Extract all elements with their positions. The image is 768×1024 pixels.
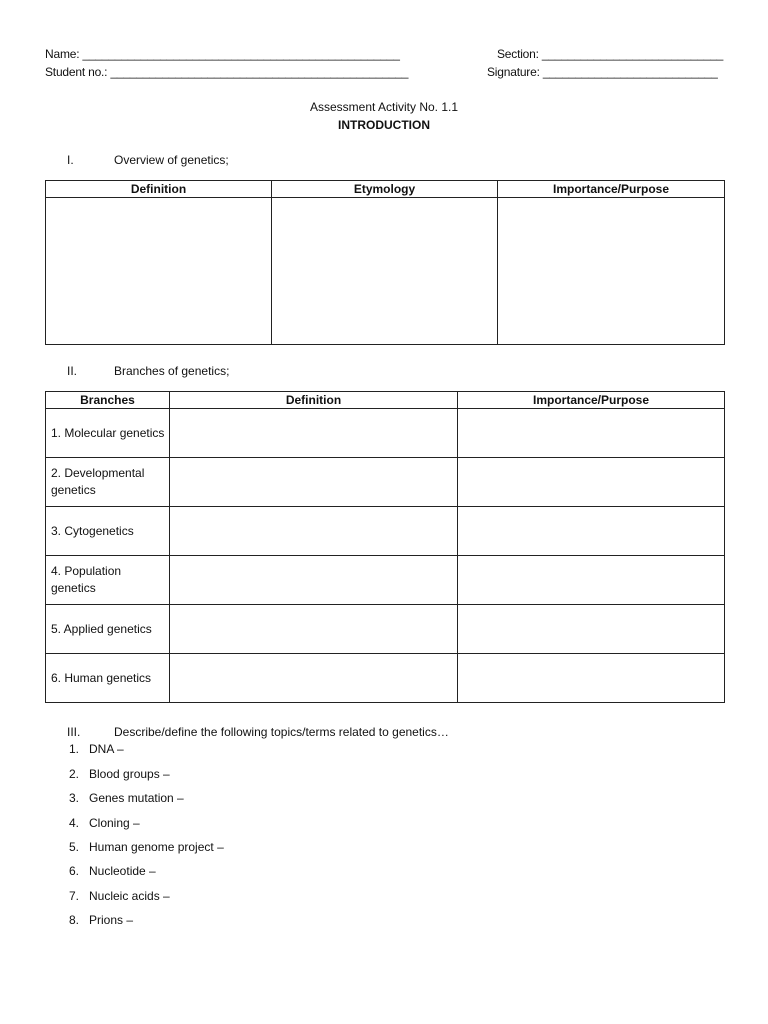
overview-table	[45, 180, 725, 345]
list-item-number: 3.	[69, 791, 80, 805]
definition-cell[interactable]	[170, 654, 458, 703]
list-item-label: Cloning –	[89, 816, 140, 830]
section-1-text: Overview of genetics;	[114, 153, 229, 167]
section-2-roman: II.	[67, 364, 78, 378]
section-3-roman: III.	[67, 725, 81, 739]
section-3-heading	[67, 725, 449, 739]
list-item-label: Prions –	[89, 913, 134, 927]
importance-cell[interactable]	[458, 605, 725, 654]
branch-label: 6. Human genetics	[46, 654, 170, 703]
list-item-label: Nucleic acids –	[89, 889, 170, 903]
definition-cell[interactable]	[170, 458, 458, 507]
name-field[interactable]: Name: _________________________________________________	[45, 47, 400, 61]
branch-label: 4. Population genetics	[46, 556, 170, 605]
definition-cell[interactable]	[46, 198, 272, 345]
list-item	[69, 742, 124, 756]
importance-cell[interactable]	[458, 409, 725, 458]
column-header-etymology: Etymology	[272, 181, 498, 198]
section-2-heading	[67, 364, 229, 378]
student-no-field[interactable]: Student no.: ______________________________________________	[45, 65, 409, 79]
table-row	[46, 507, 725, 556]
branch-label: 1. Molecular genetics	[46, 409, 170, 458]
list-item-number: 5.	[69, 840, 80, 854]
column-header-branches: Branches	[46, 392, 170, 409]
section-3-text: Describe/define the following topics/terms related to genetics…	[114, 725, 449, 739]
list-item	[69, 889, 170, 903]
list-item-number: 7.	[69, 889, 80, 903]
column-header-importance: Importance/Purpose	[458, 392, 725, 409]
etymology-cell[interactable]	[272, 198, 498, 345]
list-item-label: Nucleotide –	[89, 864, 156, 878]
list-item-number: 2.	[69, 767, 80, 781]
column-header-importance: Importance/Purpose	[498, 181, 725, 198]
column-header-definition: Definition	[46, 181, 272, 198]
list-item-label: Blood groups –	[89, 767, 170, 781]
definition-cell[interactable]	[170, 507, 458, 556]
table-row	[46, 654, 725, 703]
table-row	[46, 556, 725, 605]
list-item	[69, 767, 170, 781]
branch-label: 5. Applied genetics	[46, 605, 170, 654]
importance-cell[interactable]	[458, 556, 725, 605]
list-item	[69, 816, 140, 830]
list-item-number: 6.	[69, 864, 80, 878]
branch-label: 3. Cytogenetics	[46, 507, 170, 556]
list-item-number: 4.	[69, 816, 80, 830]
section-field[interactable]: Section: ____________________________	[497, 47, 724, 61]
document-subtitle: INTRODUCTION	[338, 118, 430, 132]
section-1-roman: I.	[67, 153, 74, 167]
signature-field[interactable]: Signature: ___________________________	[487, 65, 718, 79]
list-item-label: Genes mutation –	[89, 791, 184, 805]
definition-cell[interactable]	[170, 605, 458, 654]
importance-cell[interactable]	[458, 458, 725, 507]
section-1-heading	[67, 153, 229, 167]
importance-cell[interactable]	[458, 654, 725, 703]
list-item	[69, 840, 224, 854]
table-row	[46, 605, 725, 654]
importance-cell[interactable]	[458, 507, 725, 556]
column-header-definition: Definition	[170, 392, 458, 409]
branch-label: 2. Developmental genetics	[46, 458, 170, 507]
list-item	[69, 913, 133, 927]
document-title: Assessment Activity No. 1.1	[309, 100, 459, 114]
branches-table	[45, 391, 725, 703]
list-item	[69, 791, 184, 805]
importance-cell[interactable]	[498, 198, 725, 345]
definition-cell[interactable]	[170, 409, 458, 458]
list-item	[69, 864, 156, 878]
table-row	[46, 458, 725, 507]
definition-cell[interactable]	[170, 556, 458, 605]
list-item-number: 1.	[69, 742, 80, 756]
list-item-label: DNA –	[89, 742, 124, 756]
list-item-number: 8.	[69, 913, 80, 927]
list-item-label: Human genome project –	[89, 840, 224, 854]
table-row	[46, 409, 725, 458]
section-2-text: Branches of genetics;	[114, 364, 230, 378]
